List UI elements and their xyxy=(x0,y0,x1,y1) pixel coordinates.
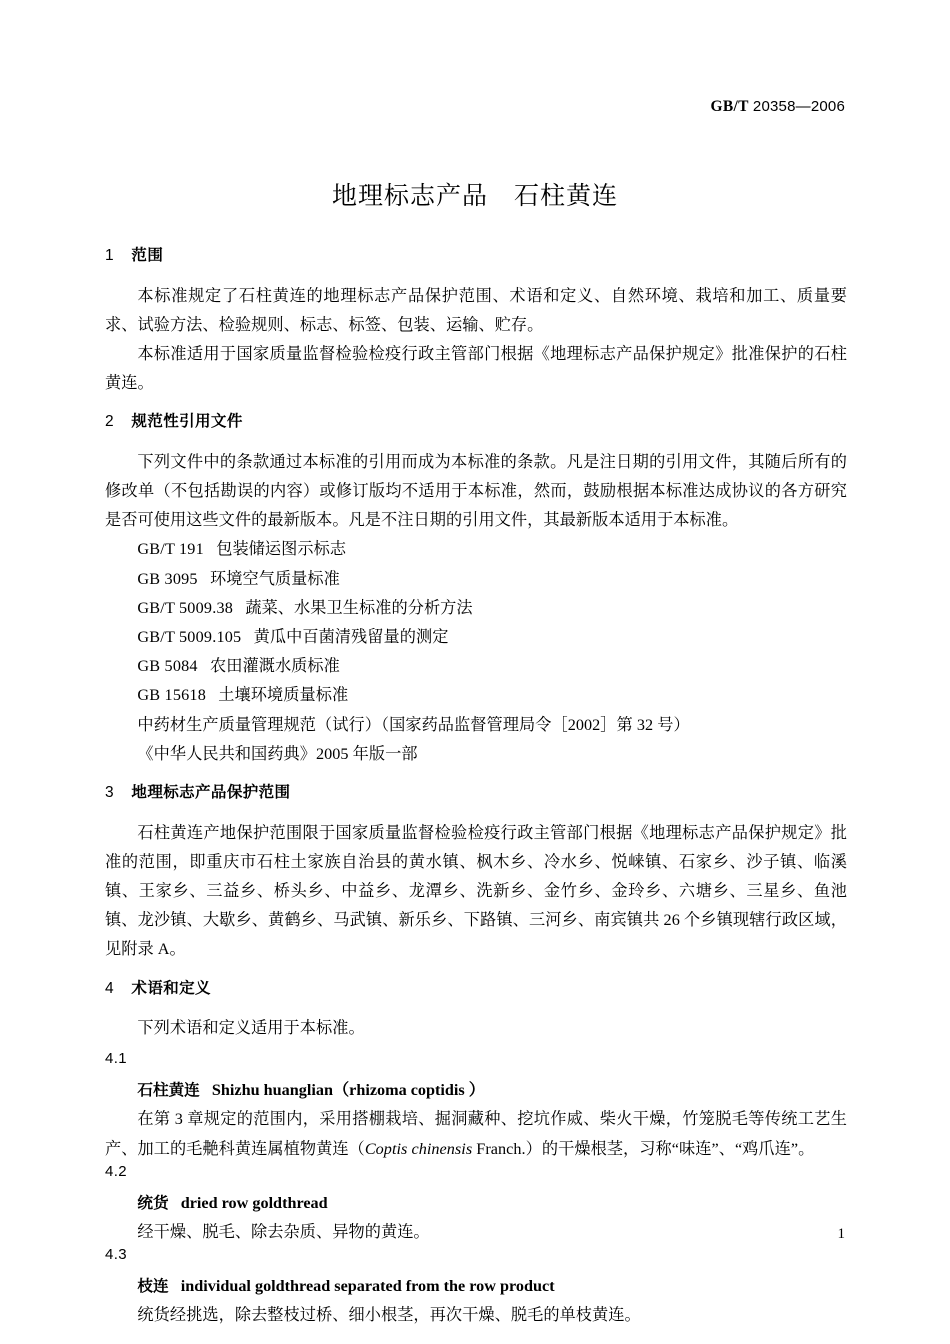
term-entry-4-2 xyxy=(105,1189,847,1218)
reference-title: 中药材生产质量管理规范（试行）（国家药品监督管理局令［2002］第 32 号） xyxy=(137,715,690,734)
reference-code: GB 5084 xyxy=(137,657,198,676)
reference-title: 环境空气质量标准 xyxy=(210,569,340,588)
term-entry-4-3 xyxy=(105,1272,847,1301)
reference-title: 土壤环境质量标准 xyxy=(218,686,349,705)
reference-item xyxy=(105,740,847,769)
species-name: Coptis chinensis xyxy=(364,1139,473,1158)
reference-title: 黄瓜中百菌清残留量的测定 xyxy=(253,628,449,647)
term-chinese: 枝连 xyxy=(137,1277,169,1296)
term-chinese: 石柱黄连 xyxy=(137,1081,200,1100)
paragraph: 石柱黄连产地保护范围限于国家质量监督检验检疫行政主管部门根据《地理标志产品保护规定》批准的范围，即重庆市石柱土家族自治县的黄水镇、枫木乡、冷水乡、悦崃镇、石家乡、沙子镇、临溪镇、王家乡、三益乡、桥头乡、中益乡、龙潭乡、洗新乡、金竹乡、金玲乡、六塘乡、三星乡、鱼池镇、龙沙镇、大歇乡、黄鹤乡、马武镇、新乐乡、下路镇、三河乡、南宾镇共 26 个乡镇现辖行政区域，见附录 A。 xyxy=(105,823,847,959)
section-title-2: 规范性引用文件 xyxy=(131,412,243,431)
section-number-3: 3 xyxy=(105,784,115,802)
section-heading-3 xyxy=(105,785,847,801)
term-english: dried row goldthread xyxy=(180,1193,328,1212)
page-title: 地理标志产品 石柱黄连 xyxy=(331,181,618,210)
term-chinese: 统货 xyxy=(137,1193,169,1212)
paragraph: 下列术语和定义适用于本标准。 xyxy=(137,1019,365,1038)
clause-number-4-1: 4.1 xyxy=(105,1050,128,1068)
section-heading-1 xyxy=(105,248,847,264)
term-definition-4-1 xyxy=(105,1105,847,1163)
reference-code: GB/T 5009.105 xyxy=(137,628,242,647)
standard-number: 20358—2006 xyxy=(752,98,845,115)
paragraph: 本标准规定了石柱黄连的地理标志产品保护范围、术语和定义、自然环境、栽培和加工、质量要求、试验方法、检验规则、标志、标签、包装、运输、贮存。 xyxy=(105,286,847,334)
running-header xyxy=(105,98,845,116)
term-entry-4-1 xyxy=(105,1076,847,1105)
reference-code: GB 3095 xyxy=(137,569,198,588)
reference-item xyxy=(105,565,847,594)
reference-title: 农田灌溉水质标准 xyxy=(210,657,340,676)
term-definition-4-3: 统货经挑选，除去整枝过桥、细小根茎，再次干燥、脱毛的单枝黄连。 xyxy=(137,1306,641,1325)
section-title-4: 术语和定义 xyxy=(131,978,211,997)
definition-part-1: 在第 3 章规定的范围内，采用搭棚栽培、掘洞藏种、挖坑作烕、柴火干燥，竹笼脱毛等传统工艺生产、加工的毛艴科黄连属植物黄连（ xyxy=(105,1110,847,1158)
reference-item xyxy=(105,594,847,623)
reference-title: 包装储运图示标志 xyxy=(216,540,347,559)
reference-item xyxy=(105,711,847,740)
reference-item xyxy=(105,623,847,652)
reference-code: GB/T 5009.38 xyxy=(137,598,234,617)
standard-prefix: GB/T xyxy=(710,98,749,115)
section-number-2: 2 xyxy=(105,413,115,431)
reference-item xyxy=(105,652,847,681)
document-body xyxy=(105,248,847,1331)
definition-part-2: Franch.）的干燥根茎，习称“味连”、“鸡爪连”。 xyxy=(472,1139,815,1158)
reference-code: GB 15618 xyxy=(137,686,206,705)
clause-number-4-3: 4.3 xyxy=(105,1246,128,1264)
paragraph: 本标准适用于国家质量监督检验检疫行政主管部门根据《地理标志产品保护规定》批准保护的石柱黄连。 xyxy=(105,344,847,393)
reference-code: GB/T 191 xyxy=(137,540,204,559)
reference-item xyxy=(105,535,847,564)
section-title-1: 范围 xyxy=(131,246,164,264)
section-heading-4 xyxy=(105,978,847,997)
page-number: 1 xyxy=(837,1226,845,1242)
clause-number-4-2: 4.2 xyxy=(105,1162,128,1180)
section-number-1: 1 xyxy=(105,247,115,264)
reference-title: 《中华人民共和国药典》2005 年版一部 xyxy=(137,744,418,763)
reference-item xyxy=(105,681,847,710)
term-english: Shizhu huanglian（rhizoma coptidis ） xyxy=(211,1081,485,1100)
section-title-3: 地理标志产品保护范围 xyxy=(131,783,291,802)
section-number-4: 4 xyxy=(105,979,115,997)
term-definition-4-2: 经干燥、脱毛、除去杂质、异物的黄连。 xyxy=(137,1223,430,1242)
term-english: individual goldthread separated from the row product xyxy=(180,1277,555,1296)
paragraph: 下列文件中的条款通过本标准的引用而成为本标准的条款。凡是注日期的引用文件，其随后所有的修改单（不包括勘误的内容）或修订版均不适用于本标准，然而，鼓励根据本标准达成协议的各方研究是否可使用这些文件的最新版本。凡是不注日期的引用文件，其最新版本适用于本标准。 xyxy=(105,452,847,530)
section-heading-2 xyxy=(105,414,847,430)
reference-title: 蔬菜、水果卫生标准的分析方法 xyxy=(245,598,473,617)
